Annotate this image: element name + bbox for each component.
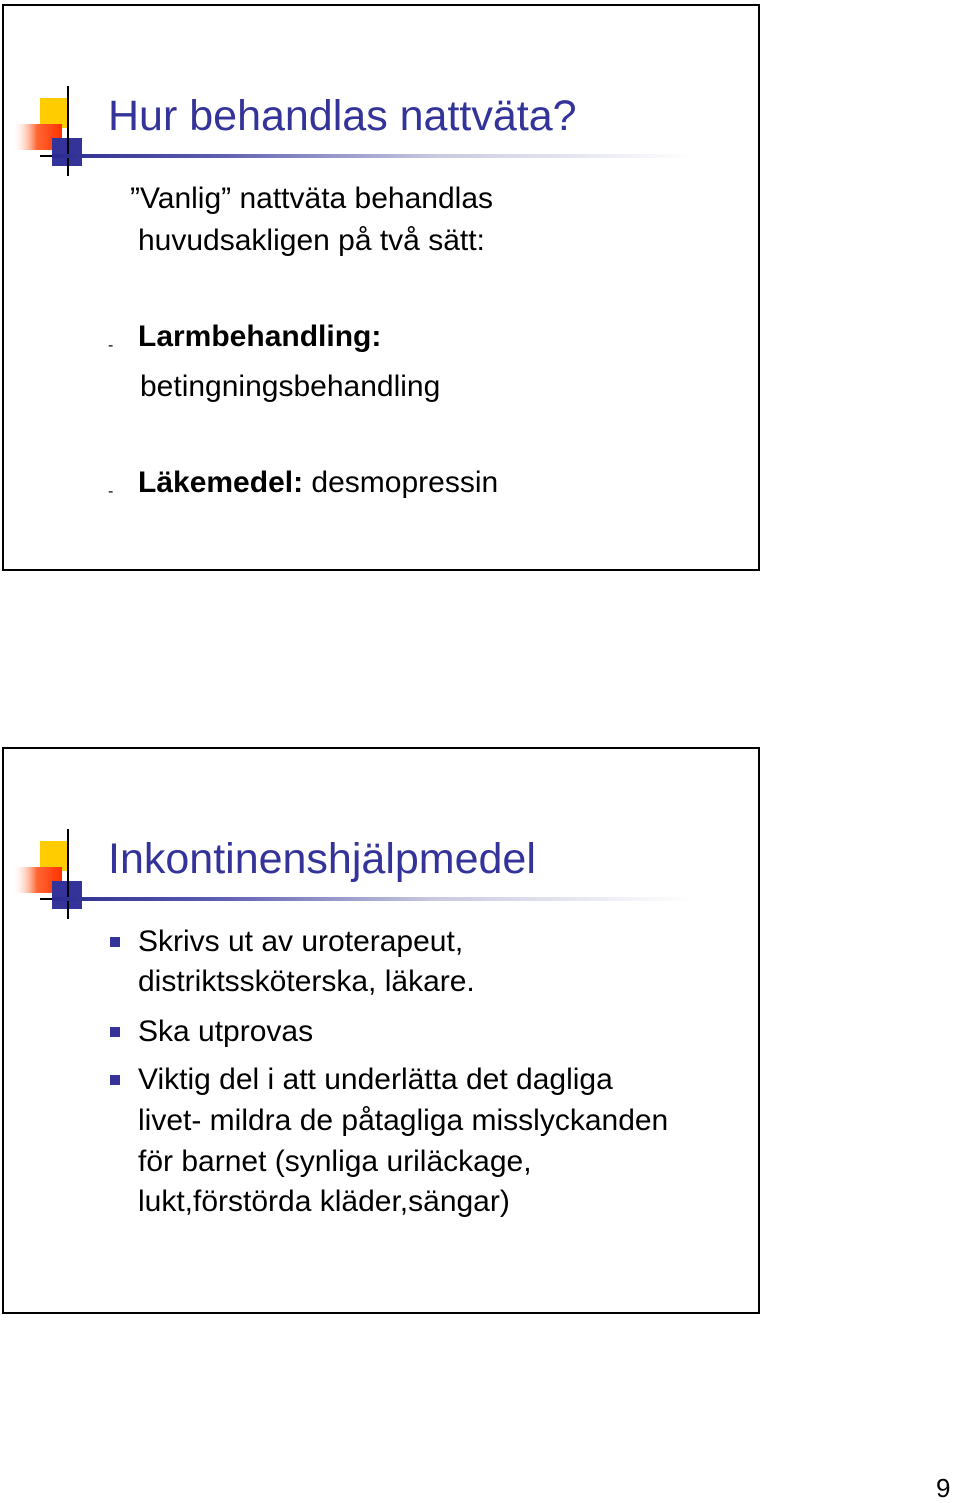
list-item-detail: betingningsbehandling [140,370,441,403]
bullet-line: Viktig del i att underlätta det dagliga [138,1063,613,1096]
list-item-label-bold: Larmbehandling: [138,320,382,353]
bullet-line: för barnet (synliga uriläckage, [138,1145,532,1178]
bullet-line: livet- mildra de påtagliga misslyckanden [138,1104,669,1137]
square-bullet-icon [110,937,120,947]
bullet-line: distriktssköterska, läkare. [138,965,475,998]
slide-title: Inkontinenshjälpmedel [108,835,536,883]
dash-marker: - [108,483,114,500]
bullet-line: Ska utprovas [138,1015,314,1048]
slide-title: Hur behandlas nattväta? [108,92,577,140]
slide-2 [2,747,760,1314]
bullet-line: Skrivs ut av uroterapeut, [138,925,464,958]
title-divider [52,154,692,158]
intro-line-1: ”Vanlig” nattväta behandlas [130,182,494,215]
intro-line-2: huvudsakligen på två sätt: [138,224,485,257]
page-number: 9 [936,1473,951,1503]
list-item-detail: desmopressin [311,466,499,499]
list-item-label [138,316,381,357]
square-bullet-icon [110,1075,120,1085]
slide-logo-icon [10,86,120,181]
list-item-label-bold: Läkemedel: [138,466,304,499]
title-divider [52,897,692,901]
square-bullet-icon [110,1027,120,1037]
slide-1 [2,4,760,571]
bullet-line: lukt,förstörda kläder,sängar) [138,1185,510,1218]
dash-marker: - [108,337,114,354]
list-item [138,462,498,503]
slide-logo-icon [10,829,120,924]
